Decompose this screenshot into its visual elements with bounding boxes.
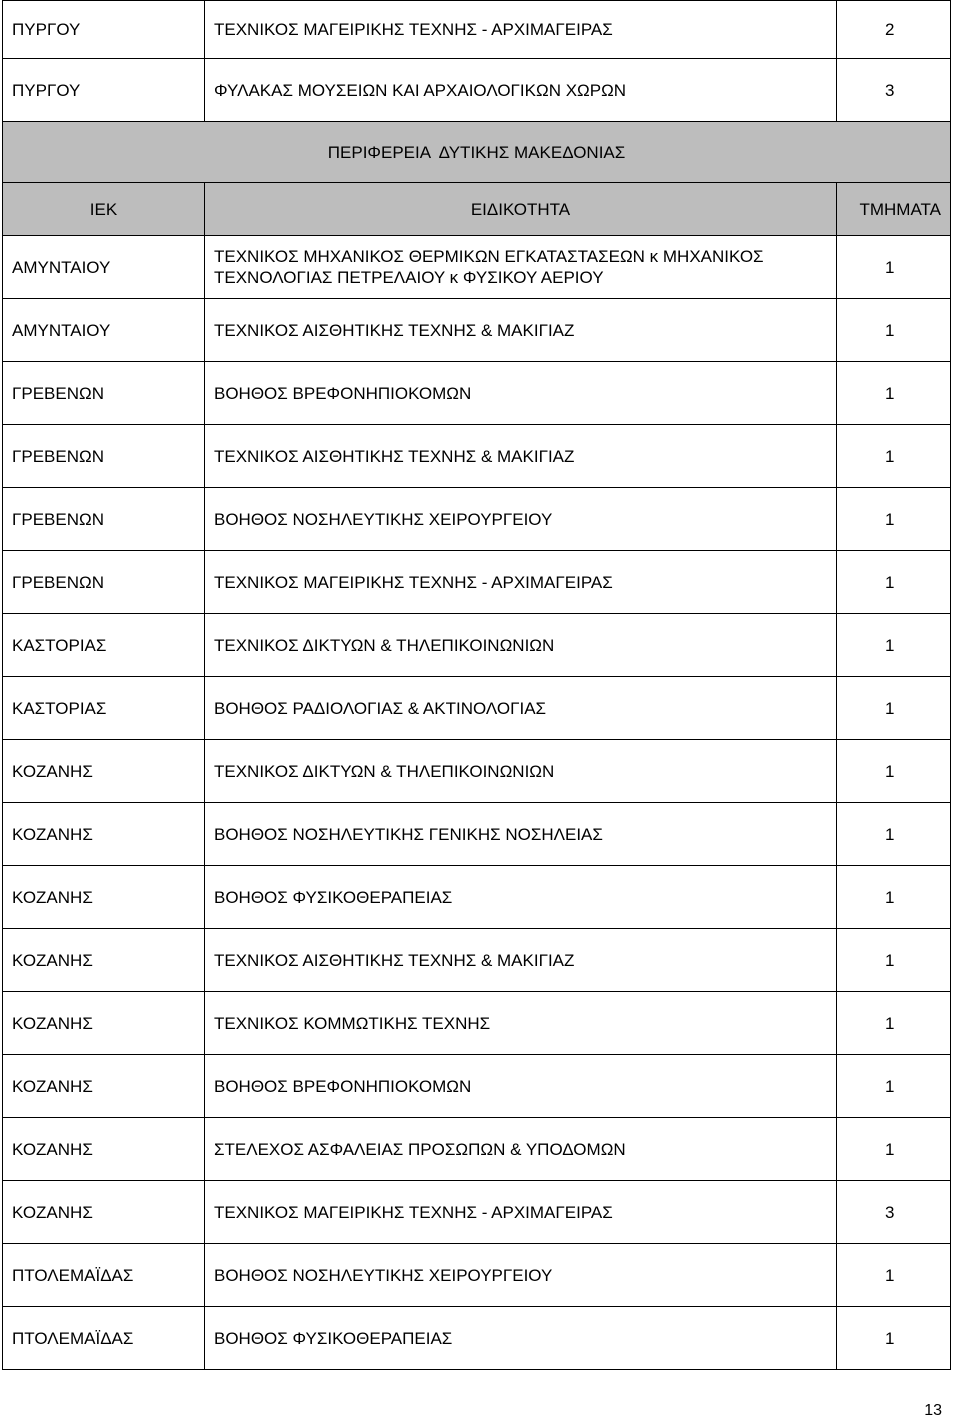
table-row bbox=[3, 1055, 951, 1118]
table-row bbox=[3, 425, 951, 488]
sections-cell: 1 bbox=[837, 425, 951, 488]
specialty-cell: ΒΟΗΘΟΣ ΦΥΣΙΚΟΘΕΡΑΠΕΙΑΣ bbox=[205, 1307, 837, 1370]
specialty-cell: ΒΟΗΘΟΣ ΒΡΕΦΟΝΗΠΙΟΚΟΜΩΝ bbox=[205, 362, 837, 425]
table-row bbox=[3, 488, 951, 551]
specialty-line-1: ΤΕΧΝΙΚΟΣ ΜΗΧΑΝΙΚΟΣ ΘΕΡΜΙΚΩΝ ΕΓΚΑΤΑΣΤΑΣΕΩΝ κ ΜΗΧΑΝΙΚΟΣ bbox=[214, 247, 764, 266]
iek-cell: ΚΑΣΤΟΡΙΑΣ bbox=[3, 677, 205, 740]
iek-cell: ΑΜΥΝΤΑΙΟΥ bbox=[3, 299, 205, 362]
table-row bbox=[3, 740, 951, 803]
sections-cell: 1 bbox=[837, 803, 951, 866]
table-row bbox=[3, 59, 951, 122]
column-header-row bbox=[3, 183, 951, 236]
specialty-cell: ΤΕΧΝΙΚΟΣ ΔΙΚΤΥΩΝ & ΤΗΛΕΠΙΚΟΙΝΩΝΙΩΝ bbox=[205, 614, 837, 677]
table-row bbox=[3, 929, 951, 992]
iek-cell: ΚΟΖΑΝΗΣ bbox=[3, 1118, 205, 1181]
iek-cell: ΚΟΖΑΝΗΣ bbox=[3, 992, 205, 1055]
table-row bbox=[3, 299, 951, 362]
specialty-cell: ΤΕΧΝΙΚΟΣ ΔΙΚΤΥΩΝ & ΤΗΛΕΠΙΚΟΙΝΩΝΙΩΝ bbox=[205, 740, 837, 803]
specialty-cell: ΣΤΕΛΕΧΟΣ ΑΣΦΑΛΕΙΑΣ ΠΡΟΣΩΠΩΝ & ΥΠΟΔΟΜΩΝ bbox=[205, 1118, 837, 1181]
iek-cell: ΚΑΣΤΟΡΙΑΣ bbox=[3, 614, 205, 677]
sections-cell: 1 bbox=[837, 866, 951, 929]
table-row bbox=[3, 362, 951, 425]
specialty-cell: ΤΕΧΝΙΚΟΣ ΜΑΓΕΙΡΙΚΗΣ ΤΕΧΝΗΣ - ΑΡΧΙΜΑΓΕΙΡΑΣ bbox=[205, 1181, 837, 1244]
iek-cell: ΠΤΟΛΕΜΑΪΔΑΣ bbox=[3, 1307, 205, 1370]
specialty-cell: ΒΟΗΘΟΣ ΝΟΣΗΛΕΥΤΙΚΗΣ ΧΕΙΡΟΥΡΓΕΙΟΥ bbox=[205, 488, 837, 551]
table-row bbox=[3, 1307, 951, 1370]
table-row bbox=[3, 1244, 951, 1307]
iek-cell: ΚΟΖΑΝΗΣ bbox=[3, 866, 205, 929]
table-row bbox=[3, 866, 951, 929]
specialty-cell: ΒΟΗΘΟΣ ΒΡΕΦΟΝΗΠΙΟΚΟΜΩΝ bbox=[205, 1055, 837, 1118]
sections-cell: 1 bbox=[837, 1307, 951, 1370]
iek-cell: ΠΥΡΓΟΥ bbox=[3, 1, 205, 59]
iek-cell: ΚΟΖΑΝΗΣ bbox=[3, 803, 205, 866]
iek-cell: ΚΟΖΑΝΗΣ bbox=[3, 929, 205, 992]
sections-cell: 3 bbox=[837, 59, 951, 122]
specialty-cell: ΤΕΧΝΙΚΟΣ ΑΙΣΘΗΤΙΚΗΣ ΤΕΧΝΗΣ & ΜΑΚΙΓΙΑΖ bbox=[205, 425, 837, 488]
iek-cell: ΚΟΖΑΝΗΣ bbox=[3, 1055, 205, 1118]
sections-cell: 1 bbox=[837, 551, 951, 614]
sections-cell: 1 bbox=[837, 929, 951, 992]
iek-cell: ΑΜΥΝΤΑΙΟΥ bbox=[3, 236, 205, 299]
header-specialty: ΕΙΔΙΚΟΤΗΤΑ bbox=[205, 183, 837, 236]
iek-cell: ΓΡΕΒΕΝΩΝ bbox=[3, 425, 205, 488]
iek-cell: ΓΡΕΒΕΝΩΝ bbox=[3, 488, 205, 551]
table-row bbox=[3, 1, 951, 59]
sections-cell: 1 bbox=[837, 488, 951, 551]
specialty-cell: ΒΟΗΘΟΣ ΝΟΣΗΛΕΥΤΙΚΗΣ ΓΕΝΙΚΗΣ ΝΟΣΗΛΕΙΑΣ bbox=[205, 803, 837, 866]
sections-cell: 1 bbox=[837, 740, 951, 803]
table-row bbox=[3, 1118, 951, 1181]
iek-cell: ΠΤΟΛΕΜΑΪΔΑΣ bbox=[3, 1244, 205, 1307]
table-row bbox=[3, 1181, 951, 1244]
sections-cell: 1 bbox=[837, 236, 951, 299]
sections-cell: 1 bbox=[837, 299, 951, 362]
sections-cell: 1 bbox=[837, 1118, 951, 1181]
specialty-cell: ΒΟΗΘΟΣ ΝΟΣΗΛΕΥΤΙΚΗΣ ΧΕΙΡΟΥΡΓΕΙΟΥ bbox=[205, 1244, 837, 1307]
specialty-line-2: ΤΕΧΝΟΛΟΓΙΑΣ ΠΕΤΡΕΛΑΙΟΥ κ ΦΥΣΙΚΟΥ ΑΕΡΙΟΥ bbox=[214, 268, 604, 287]
specialty-cell bbox=[205, 236, 837, 299]
sections-cell: 2 bbox=[837, 1, 951, 59]
iek-cell: ΓΡΕΒΕΝΩΝ bbox=[3, 362, 205, 425]
specialty-cell: ΤΕΧΝΙΚΟΣ ΚΟΜΜΩΤΙΚΗΣ ΤΕΧΝΗΣ bbox=[205, 992, 837, 1055]
sections-cell: 1 bbox=[837, 677, 951, 740]
specialty-cell: ΦΥΛΑΚΑΣ ΜΟΥΣΕΙΩΝ ΚΑΙ ΑΡΧΑΙΟΛΟΓΙΚΩΝ ΧΩΡΩΝ bbox=[205, 59, 837, 122]
table-row bbox=[3, 677, 951, 740]
iek-cell: ΚΟΖΑΝΗΣ bbox=[3, 740, 205, 803]
sections-cell: 1 bbox=[837, 614, 951, 677]
table-body bbox=[3, 1, 951, 1370]
specialty-cell: ΤΕΧΝΙΚΟΣ ΜΑΓΕΙΡΙΚΗΣ ΤΕΧΝΗΣ - ΑΡΧΙΜΑΓΕΙΡΑΣ bbox=[205, 1, 837, 59]
iek-specialties-table bbox=[2, 0, 951, 1370]
header-iek: ΙΕΚ bbox=[3, 183, 205, 236]
sections-cell: 1 bbox=[837, 362, 951, 425]
table-row bbox=[3, 236, 951, 299]
header-sections: ΤΜΗΜΑΤΑ bbox=[837, 183, 951, 236]
region-title: ΠΕΡΙΦΕΡΕΙΑ ΔΥΤΙΚΗΣ ΜΑΚΕΔΟΝΙΑΣ bbox=[3, 122, 951, 183]
iek-cell: ΚΟΖΑΝΗΣ bbox=[3, 1181, 205, 1244]
table-row bbox=[3, 551, 951, 614]
specialty-cell: ΤΕΧΝΙΚΟΣ ΜΑΓΕΙΡΙΚΗΣ ΤΕΧΝΗΣ - ΑΡΧΙΜΑΓΕΙΡΑΣ bbox=[205, 551, 837, 614]
sections-cell: 1 bbox=[837, 1244, 951, 1307]
sections-cell: 1 bbox=[837, 1055, 951, 1118]
specialty-cell: ΒΟΗΘΟΣ ΦΥΣΙΚΟΘΕΡΑΠΕΙΑΣ bbox=[205, 866, 837, 929]
region-header-row bbox=[3, 122, 951, 183]
specialty-cell: ΒΟΗΘΟΣ ΡΑΔΙΟΛΟΓΙΑΣ & ΑΚΤΙΝΟΛΟΓΙΑΣ bbox=[205, 677, 837, 740]
sections-cell: 1 bbox=[837, 992, 951, 1055]
table-row bbox=[3, 803, 951, 866]
page-number: 13 bbox=[924, 1402, 942, 1419]
table-row bbox=[3, 992, 951, 1055]
iek-cell: ΓΡΕΒΕΝΩΝ bbox=[3, 551, 205, 614]
iek-cell: ΠΥΡΓΟΥ bbox=[3, 59, 205, 122]
specialty-cell: ΤΕΧΝΙΚΟΣ ΑΙΣΘΗΤΙΚΗΣ ΤΕΧΝΗΣ & ΜΑΚΙΓΙΑΖ bbox=[205, 929, 837, 992]
table-row bbox=[3, 614, 951, 677]
specialty-cell: ΤΕΧΝΙΚΟΣ ΑΙΣΘΗΤΙΚΗΣ ΤΕΧΝΗΣ & ΜΑΚΙΓΙΑΖ bbox=[205, 299, 837, 362]
sections-cell: 3 bbox=[837, 1181, 951, 1244]
